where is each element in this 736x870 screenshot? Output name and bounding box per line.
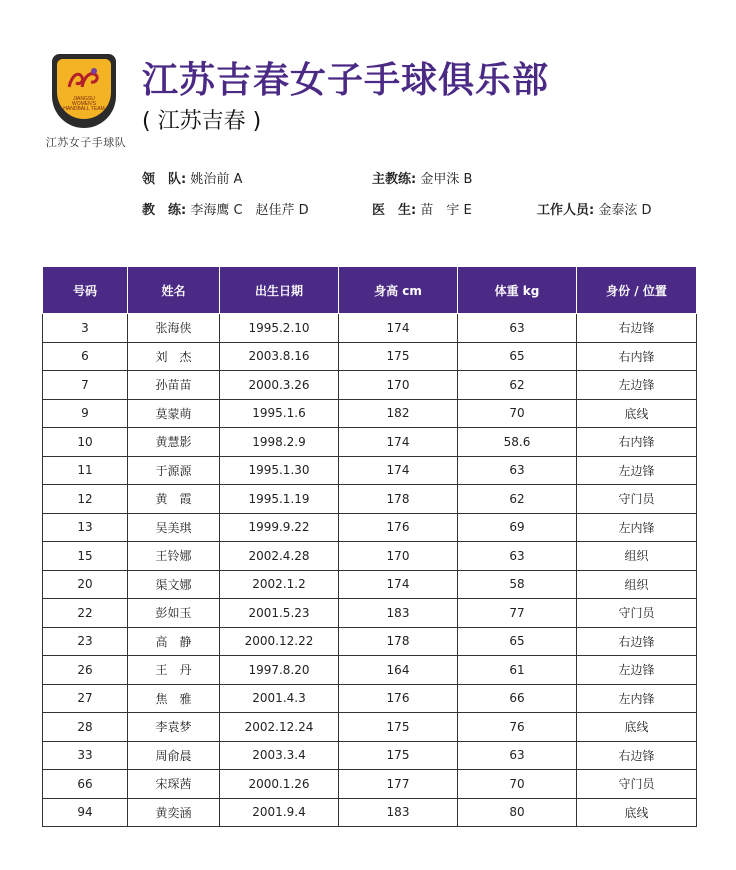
- cell-number: 22: [43, 599, 128, 628]
- cell-birthdate: 2003.8.16: [220, 342, 339, 371]
- cell-weight: 63: [458, 314, 577, 343]
- staff-doctor-label: 医 生:: [372, 203, 417, 218]
- column-header-name: 姓名: [128, 267, 220, 314]
- cell-number: 6: [43, 342, 128, 371]
- cell-number: 33: [43, 741, 128, 770]
- cell-name: 于源源: [128, 456, 220, 485]
- cell-position: 组织: [577, 542, 697, 571]
- cell-number: 66: [43, 770, 128, 799]
- cell-position: 组织: [577, 570, 697, 599]
- cell-name: 黄 霞: [128, 485, 220, 514]
- cell-number: 28: [43, 713, 128, 742]
- staff-head-coach-value: 金甲洙 B: [420, 172, 473, 187]
- cell-weight: 58: [458, 570, 577, 599]
- cell-name: 刘 杰: [128, 342, 220, 371]
- cell-number: 26: [43, 656, 128, 685]
- roster-body: [43, 314, 697, 827]
- cell-position: 底线: [577, 798, 697, 827]
- cell-height: 164: [339, 656, 458, 685]
- cell-position: 底线: [577, 713, 697, 742]
- cell-height: 177: [339, 770, 458, 799]
- page-title: 江苏吉春女子手球俱乐部: [142, 60, 550, 101]
- cell-weight: 63: [458, 542, 577, 571]
- table-row: [43, 627, 697, 656]
- cell-birthdate: 1999.9.22: [220, 513, 339, 542]
- cell-height: 170: [339, 542, 458, 571]
- cell-name: 吴美琪: [128, 513, 220, 542]
- cell-weight: 63: [458, 456, 577, 485]
- table-row: [43, 342, 697, 371]
- cell-weight: 70: [458, 399, 577, 428]
- table-row: [43, 542, 697, 571]
- column-header-number: 号码: [43, 267, 128, 314]
- cell-position: 守门员: [577, 599, 697, 628]
- staff-leader: [142, 168, 242, 187]
- staff-member: [537, 199, 652, 218]
- cell-height: 183: [339, 798, 458, 827]
- handball-player-icon: [66, 67, 102, 93]
- staff-doctor: [372, 199, 472, 218]
- cell-birthdate: 1997.8.20: [220, 656, 339, 685]
- cell-number: 10: [43, 428, 128, 457]
- cell-birthdate: 1995.1.19: [220, 485, 339, 514]
- table-row: [43, 485, 697, 514]
- cell-weight: 69: [458, 513, 577, 542]
- cell-position: 底线: [577, 399, 697, 428]
- cell-number: 94: [43, 798, 128, 827]
- cell-weight: 66: [458, 684, 577, 713]
- cell-number: 9: [43, 399, 128, 428]
- table-row: [43, 656, 697, 685]
- cell-position: 右内锋: [577, 428, 697, 457]
- cell-name: 张海侠: [128, 314, 220, 343]
- staff-leader-label: 领 队:: [142, 172, 187, 187]
- cell-height: 176: [339, 513, 458, 542]
- cell-height: 178: [339, 627, 458, 656]
- cell-weight: 65: [458, 342, 577, 371]
- table-row: [43, 456, 697, 485]
- cell-birthdate: 2000.1.26: [220, 770, 339, 799]
- column-header-weight: 体重 kg: [458, 267, 577, 314]
- cell-birthdate: 2001.9.4: [220, 798, 339, 827]
- cell-position: 右边锋: [577, 627, 697, 656]
- cell-position: 左边锋: [577, 656, 697, 685]
- cell-name: 李袁梦: [128, 713, 220, 742]
- cell-name: 孙苗苗: [128, 371, 220, 400]
- cell-birthdate: 2002.4.28: [220, 542, 339, 571]
- cell-height: 174: [339, 570, 458, 599]
- cell-height: 170: [339, 371, 458, 400]
- cell-birthdate: 2001.5.23: [220, 599, 339, 628]
- cell-position: 守门员: [577, 770, 697, 799]
- table-row: [43, 371, 697, 400]
- staff-coaches: [142, 199, 309, 218]
- cell-number: 3: [43, 314, 128, 343]
- cell-number: 23: [43, 627, 128, 656]
- cell-position: 左内锋: [577, 513, 697, 542]
- cell-birthdate: 1995.1.30: [220, 456, 339, 485]
- cell-number: 12: [43, 485, 128, 514]
- cell-height: 175: [339, 741, 458, 770]
- cell-birthdate: 1998.2.9: [220, 428, 339, 457]
- table-row: [43, 314, 697, 343]
- table-row: [43, 599, 697, 628]
- cell-birthdate: 2002.12.24: [220, 713, 339, 742]
- table-row: [43, 741, 697, 770]
- cell-name: 王 丹: [128, 656, 220, 685]
- logo-badge: [52, 54, 116, 128]
- cell-name: 黄慧影: [128, 428, 220, 457]
- cell-birthdate: 2003.3.4: [220, 741, 339, 770]
- staff-head-coach-label: 主教练:: [372, 172, 417, 187]
- cell-name: 莫蒙萌: [128, 399, 220, 428]
- cell-birthdate: 2000.3.26: [220, 371, 339, 400]
- team-logo: [36, 50, 136, 160]
- cell-number: 11: [43, 456, 128, 485]
- cell-number: 13: [43, 513, 128, 542]
- cell-position: 右边锋: [577, 741, 697, 770]
- cell-height: 174: [339, 456, 458, 485]
- cell-birthdate: 2000.12.22: [220, 627, 339, 656]
- page-subtitle: ( 江苏吉春 ): [142, 109, 262, 134]
- table-row: [43, 684, 697, 713]
- cell-height: 182: [339, 399, 458, 428]
- logo-inner: [57, 59, 111, 119]
- table-row: [43, 570, 697, 599]
- cell-height: 183: [339, 599, 458, 628]
- staff-head-coach: [372, 168, 472, 187]
- table-row: [43, 513, 697, 542]
- table-header-row: [43, 267, 697, 314]
- cell-weight: 58.6: [458, 428, 577, 457]
- staff-leader-value: 姚治前 A: [190, 172, 243, 187]
- cell-position: 右内锋: [577, 342, 697, 371]
- cell-height: 175: [339, 342, 458, 371]
- logo-caption: 江苏女子手球队: [45, 136, 127, 149]
- column-header-height: 身高 cm: [339, 267, 458, 314]
- table-row: [43, 399, 697, 428]
- cell-height: 175: [339, 713, 458, 742]
- cell-height: 176: [339, 684, 458, 713]
- staff-coaches-value: 李海鹰 C 赵佳芹 D: [190, 203, 309, 218]
- cell-birthdate: 2002.1.2: [220, 570, 339, 599]
- cell-height: 174: [339, 314, 458, 343]
- cell-weight: 65: [458, 627, 577, 656]
- cell-position: 左边锋: [577, 371, 697, 400]
- table-row: [43, 770, 697, 799]
- staff-member-value: 金泰泫 D: [598, 203, 652, 218]
- cell-name: 宋琛茜: [128, 770, 220, 799]
- cell-number: 20: [43, 570, 128, 599]
- cell-weight: 76: [458, 713, 577, 742]
- cell-weight: 63: [458, 741, 577, 770]
- cell-number: 7: [43, 371, 128, 400]
- cell-name: 周俞晨: [128, 741, 220, 770]
- cell-height: 178: [339, 485, 458, 514]
- cell-number: 15: [43, 542, 128, 571]
- staff-member-label: 工作人员:: [537, 203, 595, 218]
- cell-name: 王铃娜: [128, 542, 220, 571]
- column-header-position: 身份 / 位置: [577, 267, 697, 314]
- cell-name: 黄奕涵: [128, 798, 220, 827]
- cell-name: 高 静: [128, 627, 220, 656]
- cell-name: 渠文娜: [128, 570, 220, 599]
- cell-birthdate: 1995.1.6: [220, 399, 339, 428]
- table-row: [43, 713, 697, 742]
- cell-weight: 70: [458, 770, 577, 799]
- staff-doctor-value: 苗 宇 E: [420, 203, 472, 218]
- cell-name: 彭如玉: [128, 599, 220, 628]
- cell-weight: 61: [458, 656, 577, 685]
- cell-birthdate: 1995.2.10: [220, 314, 339, 343]
- cell-weight: 77: [458, 599, 577, 628]
- cell-position: 右边锋: [577, 314, 697, 343]
- cell-position: 左边锋: [577, 456, 697, 485]
- logo-badge-text: JIANGSU WOMEN'S HANDBALL TEAM: [63, 96, 105, 112]
- table-row: [43, 798, 697, 827]
- cell-number: 27: [43, 684, 128, 713]
- cell-position: 左内锋: [577, 684, 697, 713]
- cell-name: 焦 雅: [128, 684, 220, 713]
- cell-weight: 62: [458, 485, 577, 514]
- staff-coaches-label: 教 练:: [142, 203, 187, 218]
- cell-weight: 62: [458, 371, 577, 400]
- cell-height: 174: [339, 428, 458, 457]
- cell-birthdate: 2001.4.3: [220, 684, 339, 713]
- table-row: [43, 428, 697, 457]
- column-header-birthdate: 出生日期: [220, 267, 339, 314]
- roster-table: [42, 266, 697, 827]
- cell-position: 守门员: [577, 485, 697, 514]
- cell-weight: 80: [458, 798, 577, 827]
